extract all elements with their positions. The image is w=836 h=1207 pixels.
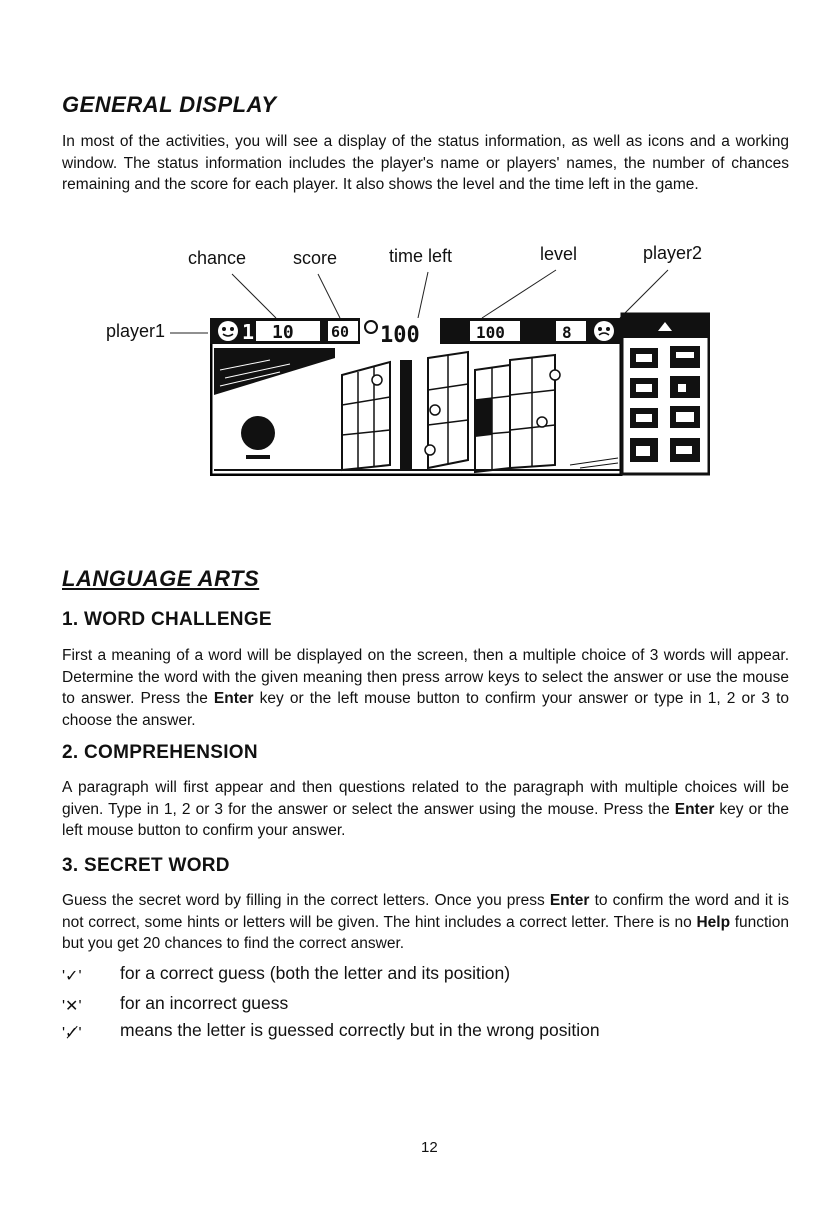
label-player1: player1 xyxy=(106,321,166,341)
player2-avatar xyxy=(594,321,614,341)
player1-chance: 1 xyxy=(242,320,255,344)
word-challenge-title: 1. WORD CHALLENGE xyxy=(62,609,272,630)
secret-word-title: 3. SECRET WORD xyxy=(62,855,230,876)
label-chance: chance xyxy=(188,248,247,268)
page-number: 12 xyxy=(421,1139,438,1156)
symbol-misplaced-text: means the letter is guessed correctly but in the wrong position xyxy=(120,1020,600,1040)
symbol-correct-text: for a correct guess (both the letter and its position) xyxy=(120,963,511,983)
level-value: 60 xyxy=(331,323,350,341)
symbol-incorrect-text: for an incorrect guess xyxy=(120,993,289,1013)
symbol-misplaced-mark: '✓̸' xyxy=(62,1025,82,1042)
label-player2: player2 xyxy=(643,243,703,263)
label-time-left: time left xyxy=(389,246,453,266)
player2-time: 100 xyxy=(476,323,505,342)
player1-score: 10 xyxy=(272,322,294,343)
label-score: score xyxy=(293,248,338,268)
secret-word-text: Guess the secret word by filling in the correct letters. Once you press Enter to confirm the word and it is not correct, some hints or letters will be given. The hint includes a correct letter. There is no Help function but you get 20 chances to find the correct answer. xyxy=(62,892,789,952)
label-level: level xyxy=(540,244,578,264)
word-challenge-text: First a meaning of a word will be displayed on the screen, then a multiple choice of 3 words will appear. Determine the word with the given meaning then press arrow keys to select the answer or use the mouse to answer. Press the Enter key or the left mouse button to confirm your answer or type in 1, 2 or 3 to choose the answer. xyxy=(62,647,789,729)
symbol-incorrect-mark: '✕' xyxy=(62,998,82,1015)
time-value: 100 xyxy=(380,323,420,348)
player2-chance: 8 xyxy=(562,323,572,342)
ball xyxy=(241,416,275,450)
comprehension-title: 2. COMPREHENSION xyxy=(62,742,258,763)
comprehension-text: A paragraph will first appear and then questions related to the paragraph with multiple choices will be given. Type in 1, 2 or 3 for the answer or select the answer using the mouse. Press the Enter key or the left mouse button to confirm your answer. xyxy=(62,779,789,839)
language-arts-heading: LANGUAGE ARTS xyxy=(62,566,260,591)
player1-avatar xyxy=(218,321,238,341)
symbol-correct-mark: '✓' xyxy=(62,968,82,985)
general-display-heading: GENERAL DISPLAY xyxy=(62,92,277,117)
general-display-text: In most of the activities, you will see a display of the status information, as well as icons and a working window. The status information includes the player's name or players' names, the number of chances remaining and the score for each player. It also shows the level and the time left in the game. xyxy=(62,133,789,193)
game-screen xyxy=(210,300,710,476)
